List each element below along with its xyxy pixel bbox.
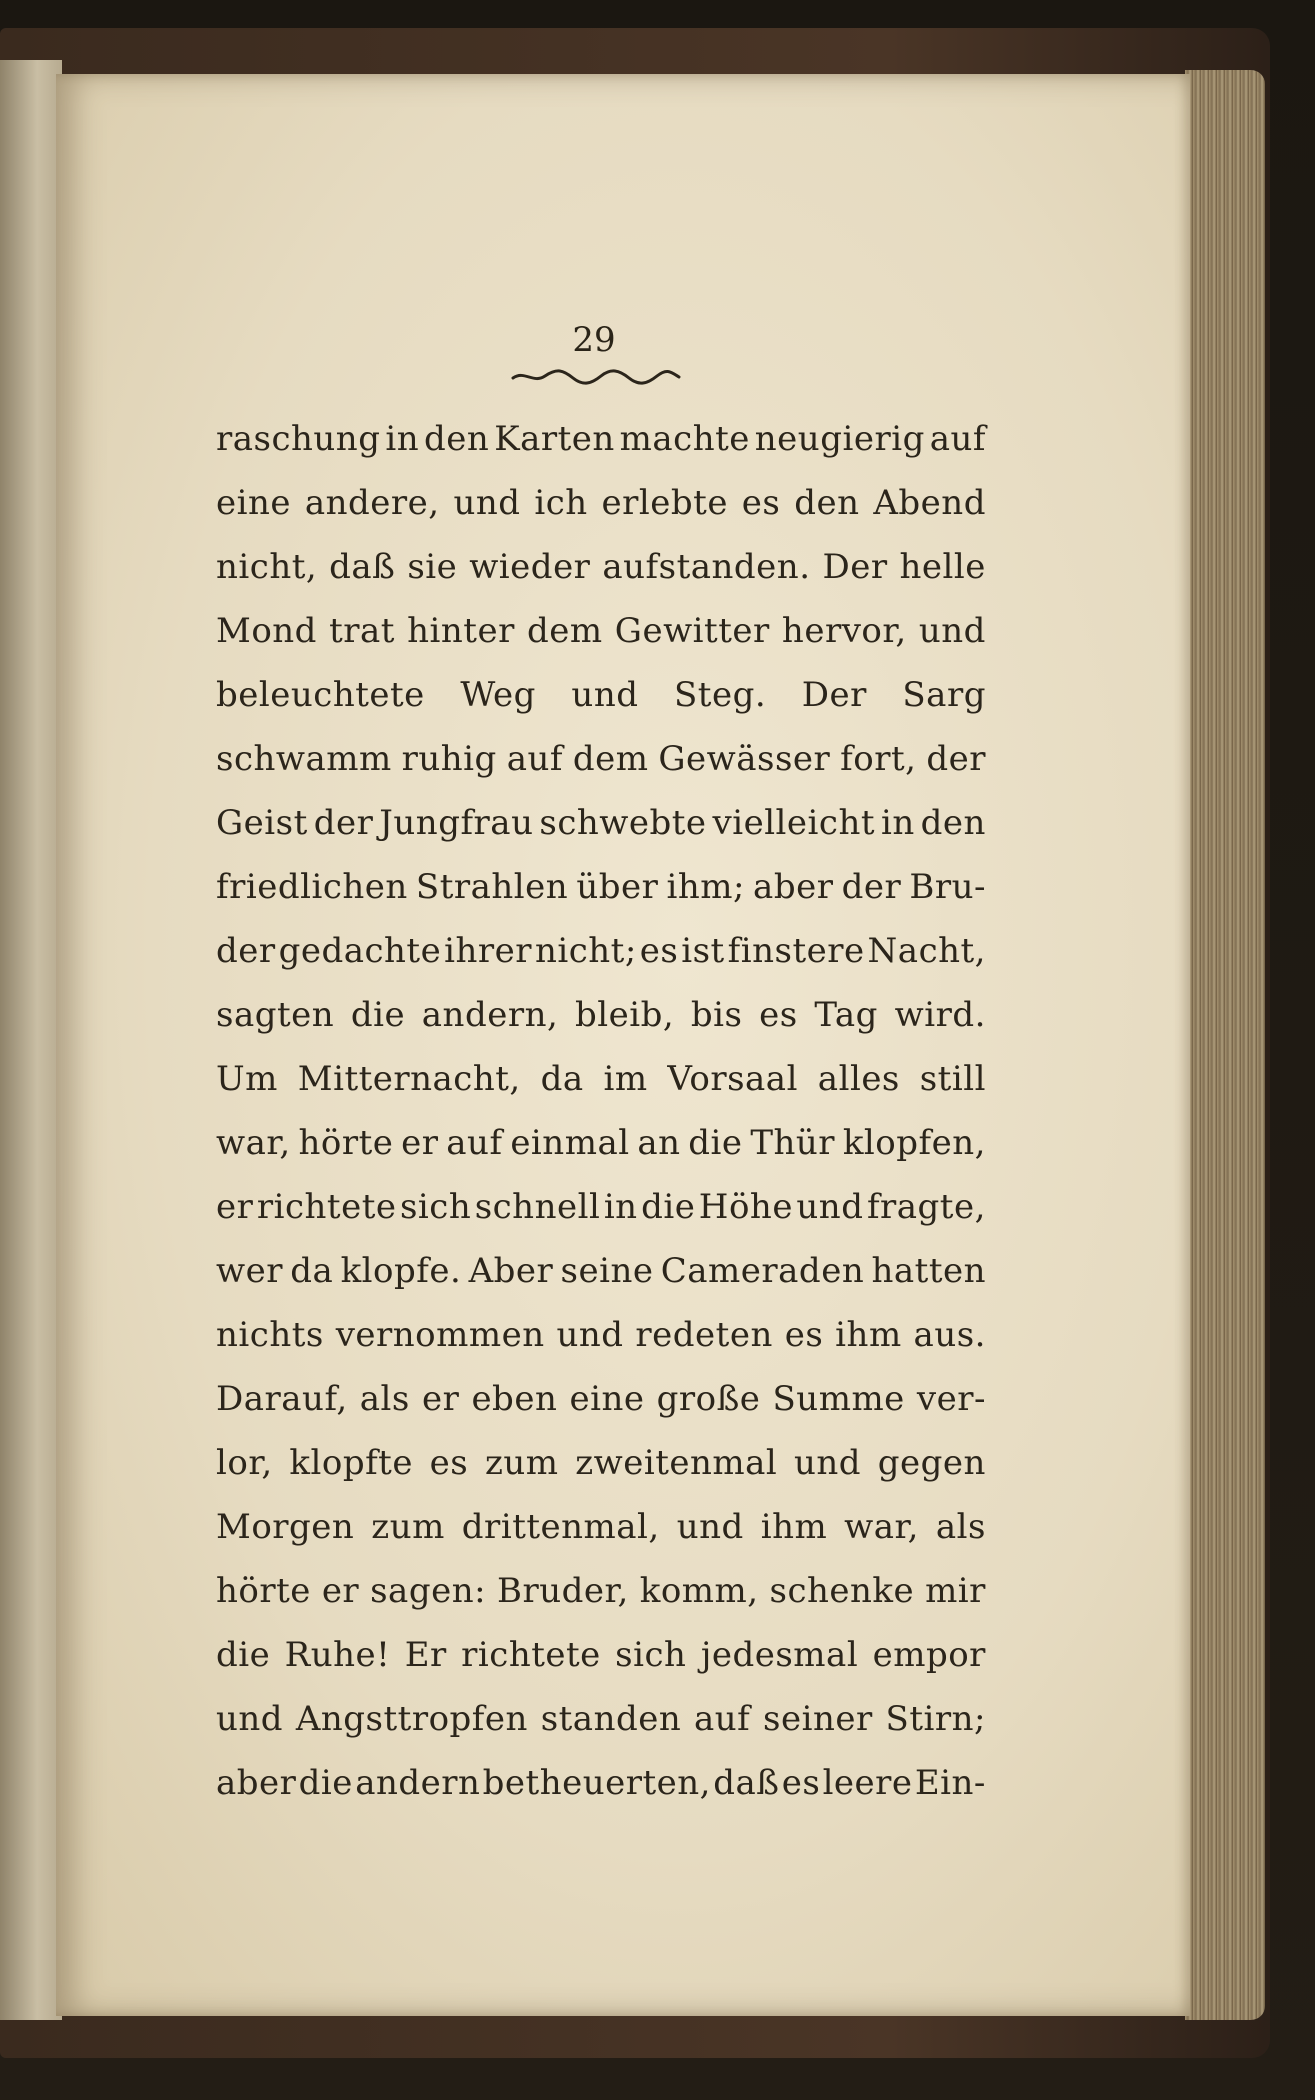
word: es [639,931,679,971]
word: den [920,803,986,843]
word: und [453,483,521,523]
word: der [216,931,276,971]
word: da [540,1059,584,1099]
word: machte [619,419,750,459]
word: Cameraden [660,1251,865,1291]
word: bleib, [574,995,675,1035]
text-line [216,1571,986,1635]
word: große [656,1379,761,1419]
word: aber [753,867,834,907]
word: sie [407,547,458,587]
word: eine [569,1379,645,1419]
word: trat [329,611,395,651]
word: war, [844,1507,919,1547]
word: leere [822,1763,913,1803]
left-page-edge [0,60,62,2020]
word: Nacht, [867,931,986,971]
word: friedlichen [216,867,408,907]
text-line [216,1699,986,1763]
word: daß [329,547,396,587]
word: Mitternacht, [297,1059,521,1099]
word: betheuerten, [482,1763,711,1803]
word: bis [690,995,743,1035]
word: auf [506,739,563,779]
word: war, [216,1123,291,1163]
word: die [641,1187,696,1227]
word: es [741,483,781,523]
word: Mond [216,611,317,651]
word: Vorsaal [667,1059,798,1099]
word: Strahlen [415,867,569,907]
word: Stirn; [885,1699,986,1739]
word: zweitenmal [575,1443,778,1483]
word: ruhig [401,739,497,779]
word: fort, [840,739,917,779]
word: da [290,1251,334,1291]
word: Tag [814,995,878,1035]
word: nicht; [534,931,637,971]
word: im [603,1059,648,1099]
word: Steg. [674,675,767,715]
word: ich [534,483,588,523]
text-line [216,483,986,547]
word: ihm [760,1507,828,1547]
word: zum [371,1507,445,1547]
word: vielleicht [712,803,876,843]
word: Er [404,1635,447,1675]
body-text [216,419,986,1827]
word: seine [560,1251,654,1291]
word: er [401,1123,439,1163]
word: in [385,419,420,459]
word: und [556,1315,624,1355]
word: Weg [460,675,536,715]
word: Gewässer [658,739,831,779]
word: dem [572,739,649,779]
word: Bru- [909,867,986,907]
word: erlebte [601,483,728,523]
word: hervor, [781,611,907,651]
word: andere, [304,483,440,523]
text-line [216,931,986,995]
word: klopfe. [340,1251,462,1291]
word: die [298,1763,353,1803]
text-line [216,675,986,739]
text-line [216,1507,986,1571]
word: in [603,1187,638,1227]
word: schnell [474,1187,601,1227]
word: lor, [216,1443,273,1483]
word: Jungfrau [379,803,534,843]
word: auf [929,419,986,459]
word: andern [355,1763,481,1803]
word: und [918,611,986,651]
text-line [216,1251,986,1315]
text-line [216,867,986,931]
word: hörte [298,1123,394,1163]
word: er [421,1379,460,1419]
word: andern, [421,995,559,1035]
text-line [216,1315,986,1379]
word: der [313,803,374,843]
word: Der [801,675,867,715]
text-line [216,739,986,803]
text-line [216,547,986,611]
word: fragte, [866,1187,986,1227]
word: Aber [468,1251,554,1291]
word: er [216,1187,254,1227]
page-edges [1185,70,1265,2020]
word: der [841,867,902,907]
text-line [216,1059,986,1123]
word: nichts [216,1315,324,1355]
word: die [350,995,406,1035]
word: seiner [763,1699,873,1739]
word: mir [925,1571,986,1611]
word: auf [446,1123,503,1163]
word: Um [216,1059,278,1099]
word: Sarg [902,675,986,715]
word: beleuchtete [216,675,425,715]
word: über [576,867,659,907]
word: dem [527,611,603,651]
text-line [216,1123,986,1187]
word: schenke [769,1571,915,1611]
word: Der [822,547,888,587]
word: Summe [772,1379,905,1419]
word: den [794,483,860,523]
word: sich [615,1635,687,1675]
word: redeten [635,1315,773,1355]
word: ihrer [444,931,533,971]
word: still [919,1059,986,1099]
word: neugierig [754,419,925,459]
word: die [688,1123,743,1163]
text-line [216,419,986,483]
word: eben [471,1379,558,1419]
text-line [216,611,986,675]
text-line [216,1379,986,1443]
word: und [796,1187,864,1227]
text-line [216,1187,986,1251]
word: die [216,1635,271,1675]
word: Morgen [216,1507,355,1547]
word: drittenmal, [461,1507,660,1547]
text-line [216,995,986,1059]
word: daß [713,1763,780,1803]
word: Angsttropfen [295,1699,528,1739]
word: auf [694,1699,751,1739]
word: hörte [216,1571,311,1611]
word: finstere [727,931,865,971]
text-line [216,1635,986,1699]
word: vernommen [335,1315,545,1355]
word: Karten [494,419,615,459]
word: zum [484,1443,559,1483]
word: der [926,739,986,779]
word: ihm [835,1315,902,1355]
word: Ruhe! [284,1635,391,1675]
word: schwamm [216,739,392,779]
word: gegen [877,1443,986,1483]
word: sagten [216,995,335,1035]
word: nicht, [216,547,318,587]
word: es [429,1443,469,1483]
word: sich [399,1187,472,1227]
word: Darauf, [216,1379,348,1419]
word: gedachte [278,931,442,971]
word: einmal [510,1123,630,1163]
word: aber [216,1763,297,1803]
word: ihm; [666,867,745,907]
word: Höhe [698,1187,793,1227]
word: wird. [894,995,986,1035]
word: empor [872,1635,986,1675]
word: eine [216,483,292,523]
text-line [216,803,986,867]
word: und [571,675,639,715]
word: richtete [461,1635,601,1675]
word: als [359,1379,410,1419]
word: Ein- [914,1763,986,1803]
ornament-divider [511,364,681,388]
word: es [781,1763,821,1803]
word: ist [681,931,725,971]
word: und [676,1507,744,1547]
word: hinter [407,611,515,651]
word: er [321,1571,360,1611]
word: helle [899,547,986,587]
word: raschung [216,419,381,459]
word: alles [817,1059,900,1099]
word: Abend [873,483,986,523]
word: ver- [916,1379,986,1419]
word: komm, [639,1571,759,1611]
word: und [794,1443,862,1483]
word: es [784,1315,824,1355]
word: standen [540,1699,682,1739]
word: klopfen, [842,1123,986,1163]
word: an [637,1123,681,1163]
text-line [216,1763,986,1827]
word: es [759,995,798,1035]
word: und [216,1699,284,1739]
word: aufstanden. [602,547,811,587]
word: Geist [216,803,308,843]
page-number: 29 [572,320,616,360]
word: schwebte [539,803,707,843]
word: wieder [469,547,591,587]
word: als [935,1507,986,1547]
word: richtete [256,1187,397,1227]
word: in [880,803,915,843]
word: Gewitter [614,611,770,651]
word: klopfte [289,1443,413,1483]
book-page [56,74,1190,2016]
word: den [424,419,490,459]
word: jedesmal [700,1635,859,1675]
word: Bruder, [496,1571,629,1611]
word: sagen: [370,1571,487,1611]
text-line [216,1443,986,1507]
word: Thür [750,1123,836,1163]
word: aus. [913,1315,986,1355]
word: hatten [871,1251,986,1291]
word: wer [216,1251,283,1291]
